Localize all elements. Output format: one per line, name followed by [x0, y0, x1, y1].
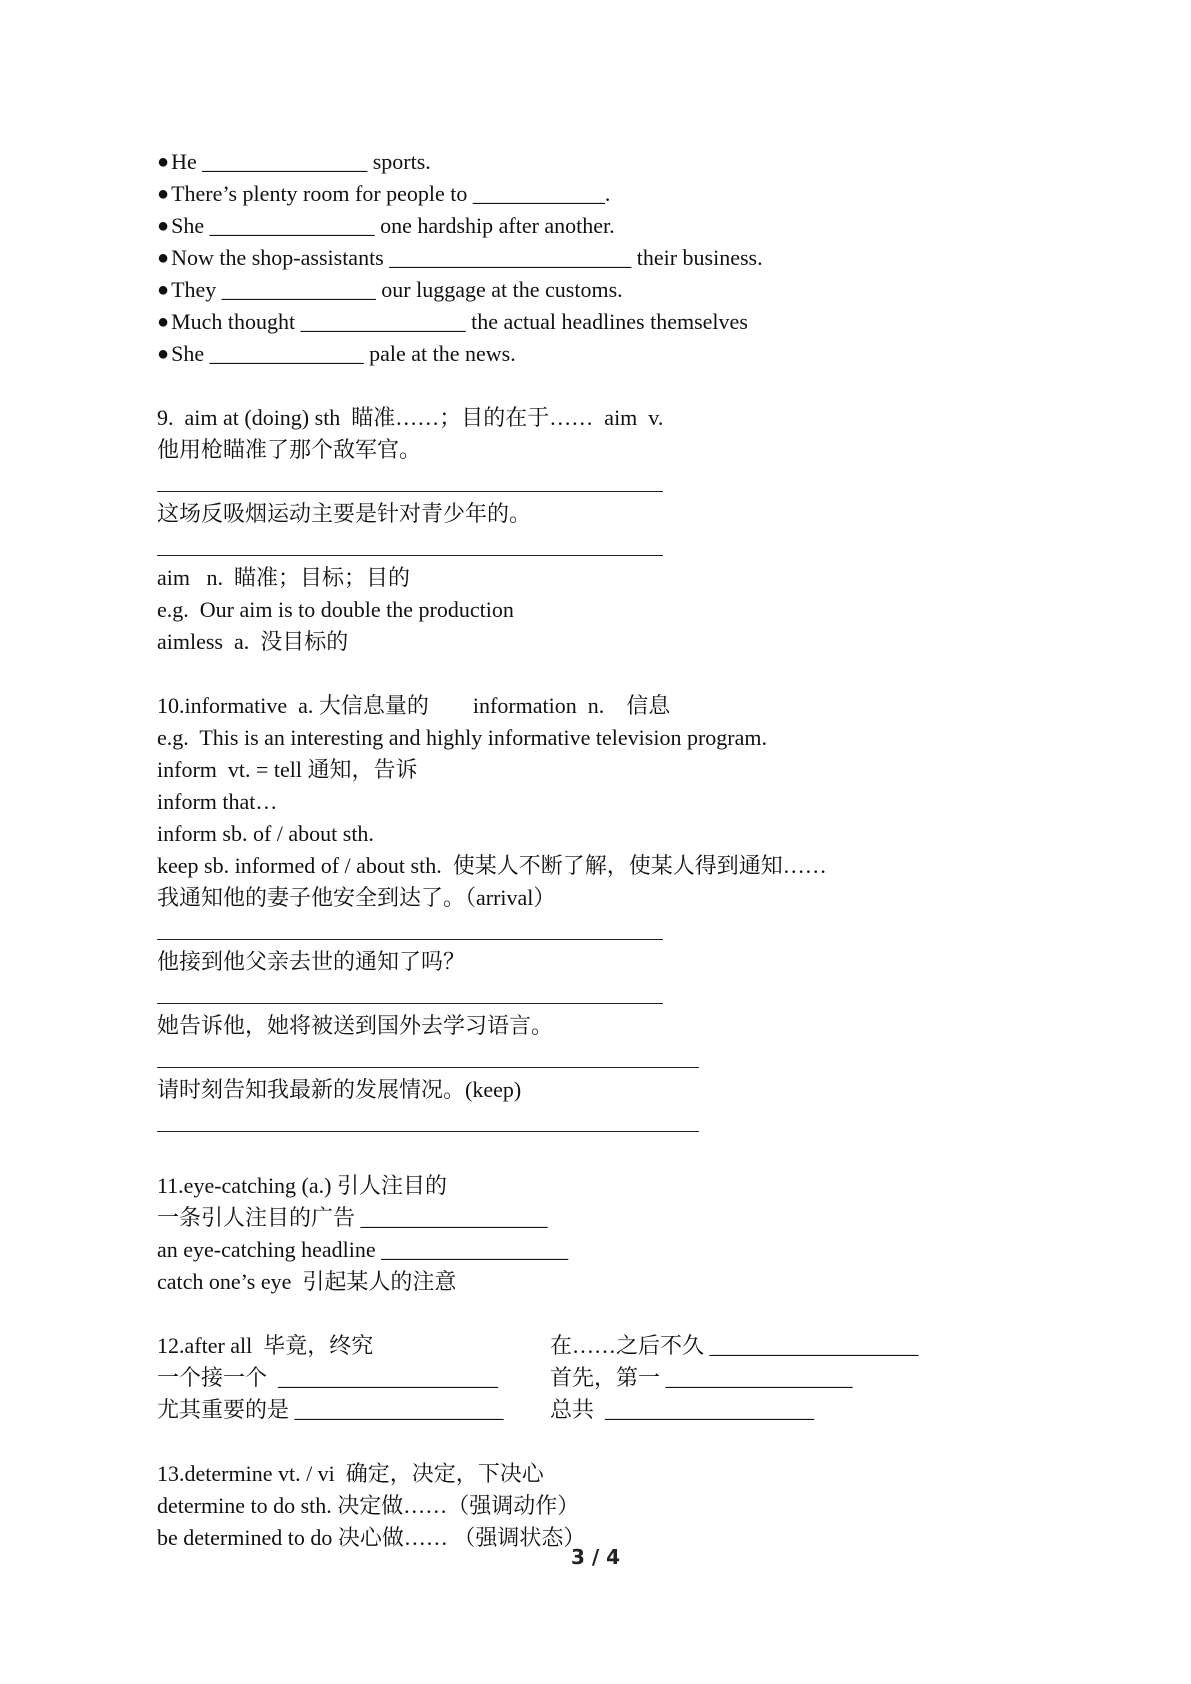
section-11-heading: 11.eye-catching (a.) 引人注目的	[157, 1173, 447, 1198]
bullet-icon: ●	[157, 343, 170, 365]
bullet-item	[157, 146, 1057, 178]
bullet-icon: ●	[157, 247, 170, 269]
bullet-text: Much thought _______________ the actual headlines themselves	[171, 309, 748, 334]
example-line: e.g. This is an interesting and highly informative television program.	[157, 725, 767, 750]
answer-blank[interactable]	[157, 978, 1057, 1010]
bullet-item	[157, 178, 1057, 210]
spacer	[157, 1298, 1057, 1330]
bullet-text: She _______________ one hardship after another.	[171, 213, 615, 238]
page-content	[157, 146, 1057, 1554]
bullet-icon: ●	[157, 151, 170, 173]
bullet-item	[157, 306, 1057, 338]
section-10-heading: 10.informative a. 大信息量的 information n. 信息	[157, 693, 671, 718]
answer-blank[interactable]	[157, 1106, 1057, 1138]
bullet-icon: ●	[157, 279, 170, 301]
bullet-item	[157, 242, 1057, 274]
translation-prompt: 请时刻告知我最新的发展情况。(keep)	[157, 1077, 522, 1102]
fill-blank-phrase: 首先，第一 _________________	[550, 1365, 853, 1390]
translation-prompt: 这场反吸烟运动主要是针对青少年的。	[157, 501, 532, 526]
usage-line: inform sb. of / about sth.	[157, 821, 374, 846]
section-12-row	[157, 1394, 1057, 1426]
spacer	[157, 1138, 1057, 1170]
definition-line: catch one’s eye 引起某人的注意	[157, 1269, 457, 1294]
definition-line: aim n. 瞄准；目标；目的	[157, 565, 410, 590]
fill-blank-phrase: 尤其重要的是 ___________________	[157, 1397, 504, 1422]
fill-blank-phrase: 总共 ___________________	[550, 1397, 815, 1422]
section-12-heading: 12.after all 毕竟，终究	[157, 1333, 374, 1358]
bullet-icon: ●	[157, 183, 170, 205]
answer-blank[interactable]	[157, 1042, 1057, 1074]
section-12-row	[157, 1330, 1057, 1362]
page-number: 3 / 4	[570, 1545, 621, 1569]
definition-line: inform vt. = tell 通知，告诉	[157, 757, 418, 782]
section-9-heading: 9. aim at (doing) sth 瞄准……；目的在于…… aim v.	[157, 405, 664, 430]
translation-prompt: 他接到他父亲去世的通知了吗？	[157, 949, 466, 974]
bullet-text: There’s plenty room for people to ____________.	[171, 181, 611, 206]
spacer	[157, 658, 1057, 690]
example-line: e.g. Our aim is to double the production	[157, 597, 514, 622]
fill-blank-line: 一条引人注目的广告 _________________	[157, 1205, 548, 1230]
usage-line: be determined to do 决心做…… （强调状态）	[157, 1525, 586, 1550]
answer-blank[interactable]	[157, 914, 1057, 946]
section-13-heading: 13.determine vt. / vi 确定，决定，下决心	[157, 1461, 544, 1486]
bullet-item	[157, 338, 1057, 370]
fill-blank-line: an eye-catching headline _________________	[157, 1237, 569, 1262]
bullet-text: Now the shop-assistants ______________________ their business.	[171, 245, 763, 270]
spacer	[157, 370, 1057, 402]
section-12-row	[157, 1362, 1057, 1394]
bullet-text: He _______________ sports.	[171, 149, 431, 174]
bullet-item	[157, 210, 1057, 242]
fill-blank-phrase: 一个接一个 ____________________	[157, 1365, 499, 1390]
bullet-text: They ______________ our luggage at the customs.	[171, 277, 623, 302]
answer-blank[interactable]	[157, 466, 1057, 498]
translation-prompt: 他用枪瞄准了那个敌军官。	[157, 437, 422, 462]
translation-prompt: 我通知他的妻子他安全到达了。（arrival）	[157, 885, 556, 910]
answer-blank[interactable]	[157, 530, 1057, 562]
bullet-icon: ●	[157, 311, 170, 333]
usage-line: inform that…	[157, 789, 278, 814]
bullet-text: She ______________ pale at the news.	[171, 341, 516, 366]
usage-line: determine to do sth. 决定做……（强调动作）	[157, 1493, 580, 1518]
fill-blank-phrase: 在……之后不久 ___________________	[550, 1333, 919, 1358]
spacer	[157, 1426, 1057, 1458]
bullet-icon: ●	[157, 215, 170, 237]
translation-prompt: 她告诉他，她将被送到国外去学习语言。	[157, 1013, 554, 1038]
definition-line: aimless a. 没目标的	[157, 629, 349, 654]
usage-line: keep sb. informed of / about sth. 使某人不断了解，使某人得到通知……	[157, 853, 827, 878]
bullet-item	[157, 274, 1057, 306]
